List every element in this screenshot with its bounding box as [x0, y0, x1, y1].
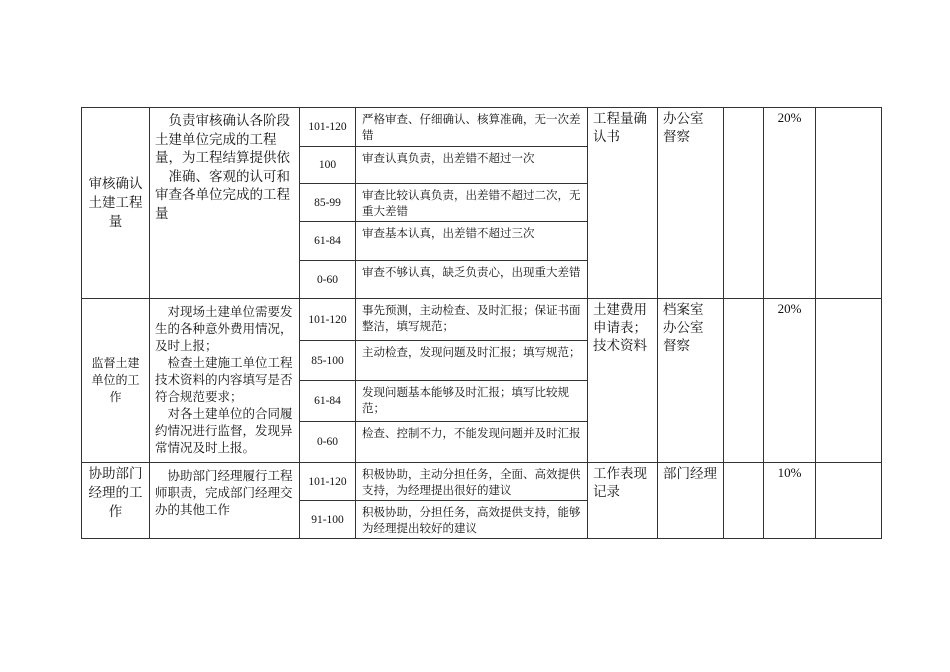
department: 部门经理 [663, 466, 717, 482]
weight: 20% [764, 299, 816, 463]
category-cell: 审核确认土建工程量 [82, 108, 150, 299]
score-range: 101-120 [300, 299, 356, 341]
blank-cell [724, 299, 764, 463]
data-source: 工程量确认书 [588, 108, 658, 299]
table-row [82, 463, 882, 501]
description-cell [150, 108, 300, 299]
data-source: 工作表现记录 [588, 463, 658, 539]
blank-cell [724, 463, 764, 539]
criterion: 主动检查，发现问题及时汇报；填写规范； [356, 341, 588, 381]
description-line: 协助部门经理履行工程师职责，完成部门经理交办的其他工作 [155, 468, 293, 517]
assessment-table [81, 107, 882, 539]
criterion: 发现问题基本能够及时汇报；填写比较规范； [356, 381, 588, 422]
description-line: 检查土建施工单位工程技术资料的内容填写是否符合规范要求； [155, 355, 293, 404]
weight: 10% [764, 463, 816, 539]
criterion: 审查基本认真，出差错不超过三次 [356, 222, 588, 261]
department: 督察 [663, 129, 690, 145]
criterion: 事先预测，主动检查、及时汇报；保证书面整洁，填写规范； [356, 299, 588, 341]
criterion: 审查认真负责，出差错不超过一次 [356, 147, 588, 184]
description-line: 对各土建单位的合同履约情况进行监督，发现异常情况及时上报。 [155, 406, 293, 455]
criterion: 严格审查、仔细确认、核算准确，无一次差错 [356, 108, 588, 147]
score-range: 101-120 [300, 108, 356, 147]
description-line: 负责审核确认各阶段土建单位完成的工程量，为工程结算提供依 [155, 113, 290, 166]
criterion: 审查不够认真，缺乏负责心，出现重大差错 [356, 261, 588, 299]
score-range: 85-99 [300, 184, 356, 222]
category-cell: 协助部门经理的工作 [82, 463, 150, 539]
score-range: 101-120 [300, 463, 356, 501]
table-row [82, 299, 882, 341]
criterion: 审查比较认真负责，出差错不超过二次，无重大差错 [356, 184, 588, 222]
score-range: 0-60 [300, 261, 356, 299]
score-range: 0-60 [300, 422, 356, 463]
department-cell [658, 299, 724, 463]
department: 办公室 [663, 111, 704, 127]
table-row [82, 108, 882, 147]
score-range: 61-84 [300, 222, 356, 261]
description-cell [150, 463, 300, 539]
description-cell [150, 299, 300, 463]
weight: 20% [764, 108, 816, 299]
criterion: 检查、控制不力，不能发现问题并及时汇报 [356, 422, 588, 463]
category-cell: 监督土建单位的工作 [82, 299, 150, 463]
score-range: 61-84 [300, 381, 356, 422]
blank-cell [816, 463, 882, 539]
department-cell [658, 463, 724, 539]
department-cell [658, 108, 724, 299]
blank-cell [724, 108, 764, 299]
department: 督察 [663, 338, 690, 354]
score-range: 100 [300, 147, 356, 184]
department: 档案室 [663, 302, 704, 318]
blank-cell [816, 299, 882, 463]
criterion: 积极协助，主动分担任务，全面、高效提供支持，为经理提出很好的建议 [356, 463, 588, 501]
data-source: 土建费用申请表；技术资料 [588, 299, 658, 463]
criterion: 积极协助，分担任务，高效提供支持，能够为经理提出较好的建议 [356, 501, 588, 539]
description-line: 对现场土建单位需要发生的各种意外费用情况，及时上报； [155, 304, 293, 353]
score-range: 85-100 [300, 341, 356, 381]
description-line: 准确、客观的认可和审查各单位完成的工程量 [155, 168, 290, 222]
score-range: 91-100 [300, 501, 356, 539]
department: 办公室 [663, 320, 704, 336]
blank-cell [816, 108, 882, 299]
